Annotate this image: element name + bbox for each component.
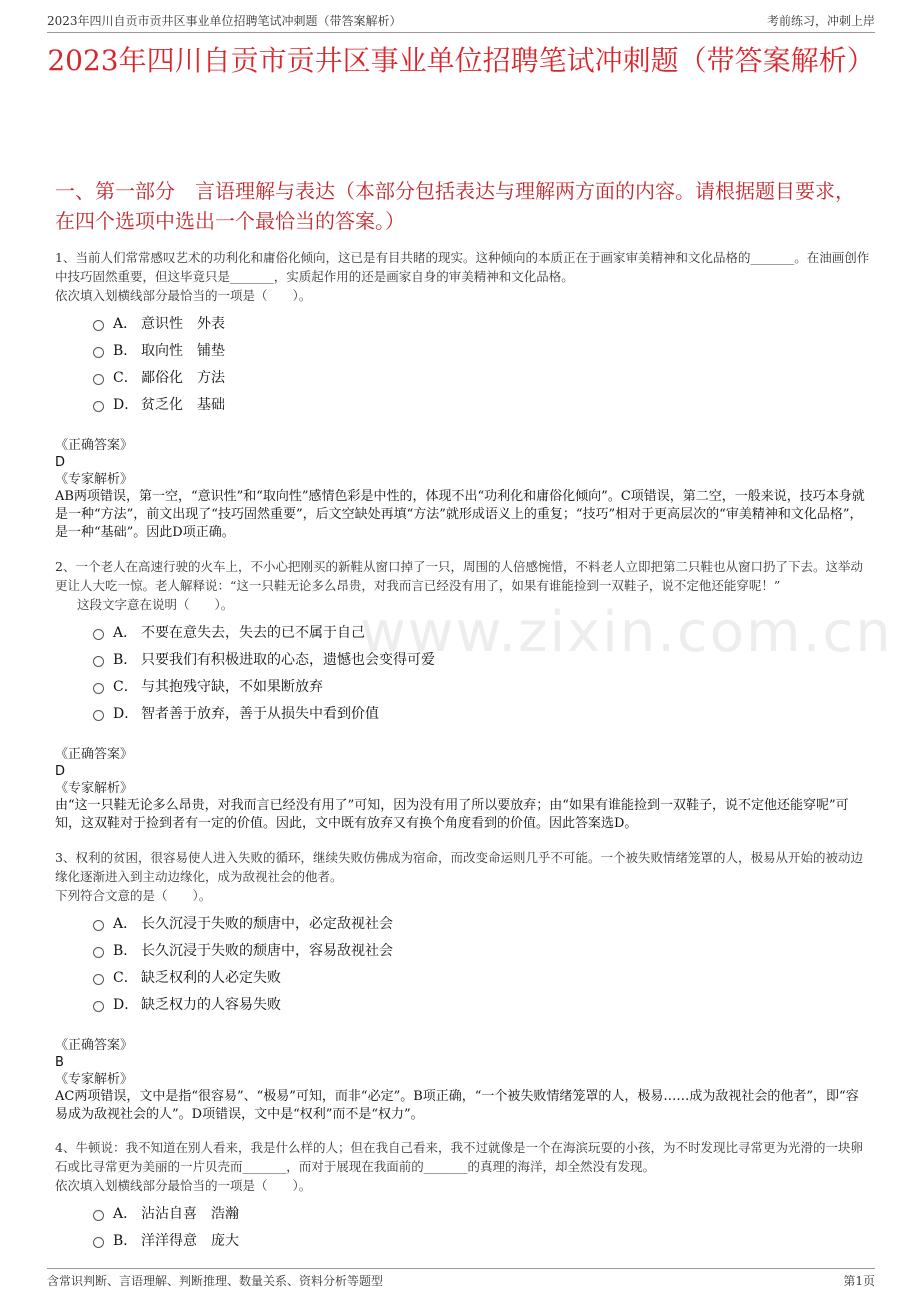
option-letter: C． — [113, 970, 138, 986]
option-letter: B． — [113, 343, 138, 359]
option-b[interactable] — [55, 1228, 870, 1255]
option-a[interactable] — [55, 311, 870, 338]
question-stem: 3、权利的贫困，很容易使人进入失败的循环，继续失败仿佛成为宿命，而改变命运则几乎不可能。一个被失败情绪笼罩的人，极易从开始的被动边缘化逐渐进入到主动边缘化，成为敌视社会的他者。 — [55, 850, 863, 884]
option-text: 缺乏权力的人容易失败 — [141, 997, 281, 1013]
page-header — [47, 10, 875, 33]
answer-label: 《正确答案》 — [55, 747, 134, 762]
option-letter: B． — [113, 1233, 138, 1249]
question-prompt: 这段文字意在说明（ ）。 — [77, 597, 234, 612]
option-text: 贫乏化 基础 — [141, 397, 225, 413]
option-letter: C． — [113, 370, 138, 386]
option-d[interactable] — [55, 392, 870, 419]
option-text: 鄙俗化 方法 — [141, 370, 225, 386]
radio-button-icon[interactable] — [93, 629, 104, 640]
option-text: 取向性 铺垫 — [141, 343, 225, 359]
option-letter: A． — [113, 316, 138, 332]
header-doc-title: 2023年四川自贡市贡井区事业单位招聘笔试冲刺题（带答案解析） — [47, 14, 402, 28]
option-list — [55, 1201, 870, 1255]
option-letter: A． — [113, 1206, 138, 1222]
document-title: 2023年四川自贡市贡井区事业单位招聘笔试冲刺题（带答案解析） — [47, 44, 875, 77]
question-stem: 2、一个老人在高速行驶的火车上，不小心把刚买的新鞋从窗口掉了一只，周围的人倍感惋惜，不料老人立即把第二只鞋也从窗口扔了下去。这举动更让人大吃一惊。老人解释说：“这一只鞋无论多么昂贵，对我而言已经没有用了，如果有谁能捡到一双鞋子，说不定他还能穿呢！” — [55, 559, 863, 593]
option-text: 长久沉浸于失败的颓唐中，必定敌视社会 — [141, 916, 393, 932]
question-2 — [55, 557, 870, 833]
option-text: 长久沉浸于失败的颓唐中，容易敌视社会 — [141, 943, 393, 959]
option-b[interactable] — [55, 338, 870, 365]
radio-button-icon[interactable] — [93, 374, 104, 385]
option-b[interactable] — [55, 938, 870, 965]
option-letter: A． — [113, 916, 138, 932]
radio-button-icon[interactable] — [93, 974, 104, 985]
footer-question-types: 含常识判断、言语理解、判断推理、数量关系、资料分析等题型 — [47, 1274, 384, 1288]
option-letter: C． — [113, 679, 138, 695]
option-text: 洋洋得意 庞大 — [141, 1233, 239, 1249]
question-1 — [55, 248, 870, 542]
option-c[interactable] — [55, 365, 870, 392]
radio-button-icon[interactable] — [93, 683, 104, 694]
answer-value: D — [55, 764, 66, 779]
option-text: 缺乏权利的人必定失败 — [141, 970, 281, 986]
header-slogan: 考前练习，冲刺上岸 — [766, 14, 875, 28]
question-prompt: 下列符合文意的是（ ）。 — [55, 888, 212, 903]
option-letter: D． — [113, 706, 139, 722]
page-number: 第1页 — [843, 1274, 875, 1288]
option-b[interactable] — [55, 647, 870, 674]
answer-value: D — [55, 455, 66, 470]
radio-button-icon[interactable] — [93, 1210, 104, 1221]
option-letter: A． — [113, 625, 138, 641]
option-letter: B． — [113, 943, 138, 959]
option-list — [55, 620, 870, 728]
analysis-text: AC两项错误，文中是指“很容易”、“极易”可知，而非“必定”。B项正确，“一个被失败情绪笼罩的人，极易……成为敌视社会的他者”，即“容易成为敌视社会的人”。D项错误，文中是“权利”而不是“权力”。 — [55, 1089, 859, 1122]
page-footer — [47, 1268, 875, 1291]
analysis-label: 《专家解析》 — [55, 472, 134, 487]
radio-button-icon[interactable] — [93, 656, 104, 667]
answer-label: 《正确答案》 — [55, 438, 134, 453]
analysis-label: 《专家解析》 — [55, 781, 134, 796]
answer-label: 《正确答案》 — [55, 1038, 134, 1053]
section-heading: 一、第一部分 言语理解与表达（本部分包括表达与理解两方面的内容。请根据题目要求，在四个选项中选出一个最恰当的答案。） — [55, 179, 855, 233]
radio-button-icon[interactable] — [93, 320, 104, 331]
radio-button-icon[interactable] — [93, 920, 104, 931]
radio-button-icon[interactable] — [93, 1237, 104, 1248]
radio-button-icon[interactable] — [93, 947, 104, 958]
option-a[interactable] — [55, 1201, 870, 1228]
question-4 — [55, 1138, 870, 1255]
watermark: www.zixin.com.cn — [360, 600, 893, 665]
option-d[interactable] — [55, 701, 870, 728]
option-list — [55, 911, 870, 1019]
option-letter: B． — [113, 652, 138, 668]
option-text: 只要我们有积极进取的心态，遗憾也会变得可爱 — [141, 652, 435, 668]
analysis-text: AB两项错误，第一空，“意识性”和“取向性”感情色彩是中性的，体现不出“功利化和庸俗化倾向”。C项错误，第二空，一般来说，技巧本身就是一种“方法”，前文出现了“技巧固然重要”，后文空缺处再填“方法”就形成语义上的重复；“技巧”相对于更高层次的“审美精神和文化品格”，是一种“基础”。因此D项正确。 — [55, 489, 865, 540]
analysis-text: 由“这一只鞋无论多么昂贵，对我而言已经没有用了”可知，因为没有用了所以要放弃；由“如果有谁能捡到一双鞋子，说不定他还能穿呢”可知，这双鞋对于捡到者有一定的价值。因此，文中既有放弃又有换个角度看到的价值。因此答案选D。 — [55, 798, 849, 831]
option-c[interactable] — [55, 674, 870, 701]
question-stem: 4、牛顿说：我不知道在别人看来，我是什么样的人；但在我自己看来，我不过就像是一个在海滨玩耍的小孩，为不时发现比寻常更为光滑的一块卵石或比寻常更为美丽的一片贝壳而_______，而对于展现在我面前的_______的真理的海洋，却全然没有发现。 — [55, 1140, 863, 1174]
question-prompt: 依次填入划横线部分最恰当的一项是（ ）。 — [55, 1178, 312, 1193]
radio-button-icon[interactable] — [93, 1001, 104, 1012]
option-a[interactable] — [55, 911, 870, 938]
option-letter: D． — [113, 997, 139, 1013]
option-text: 与其抱残守缺，不如果断放弃 — [141, 679, 323, 695]
option-d[interactable] — [55, 992, 870, 1019]
analysis-label: 《专家解析》 — [55, 1072, 134, 1087]
option-c[interactable] — [55, 965, 870, 992]
option-text: 沾沾自喜 浩瀚 — [141, 1206, 239, 1222]
option-letter: D． — [113, 397, 139, 413]
question-3 — [55, 848, 870, 1124]
option-a[interactable] — [55, 620, 870, 647]
question-prompt: 依次填入划横线部分最恰当的一项是（ ）。 — [55, 288, 312, 303]
radio-button-icon[interactable] — [93, 347, 104, 358]
answer-value: B — [55, 1055, 64, 1070]
radio-button-icon[interactable] — [93, 401, 104, 412]
option-text: 意识性 外表 — [141, 316, 225, 332]
radio-button-icon[interactable] — [93, 710, 104, 721]
question-stem: 1、当前人们常常感叹艺术的功利化和庸俗化倾向，这已是有目共睹的现实。这种倾向的本质正在于画家审美精神和文化品格的_______。在油画创作中技巧固然重要，但这毕竟只是_______，实质起作用的还是画家自身的审美精神和文化品格。 — [55, 250, 870, 284]
option-list — [55, 311, 870, 419]
option-text: 不要在意失去，失去的已不属于自己 — [141, 625, 365, 641]
option-text: 智者善于放弃，善于从损失中看到价值 — [141, 706, 379, 722]
